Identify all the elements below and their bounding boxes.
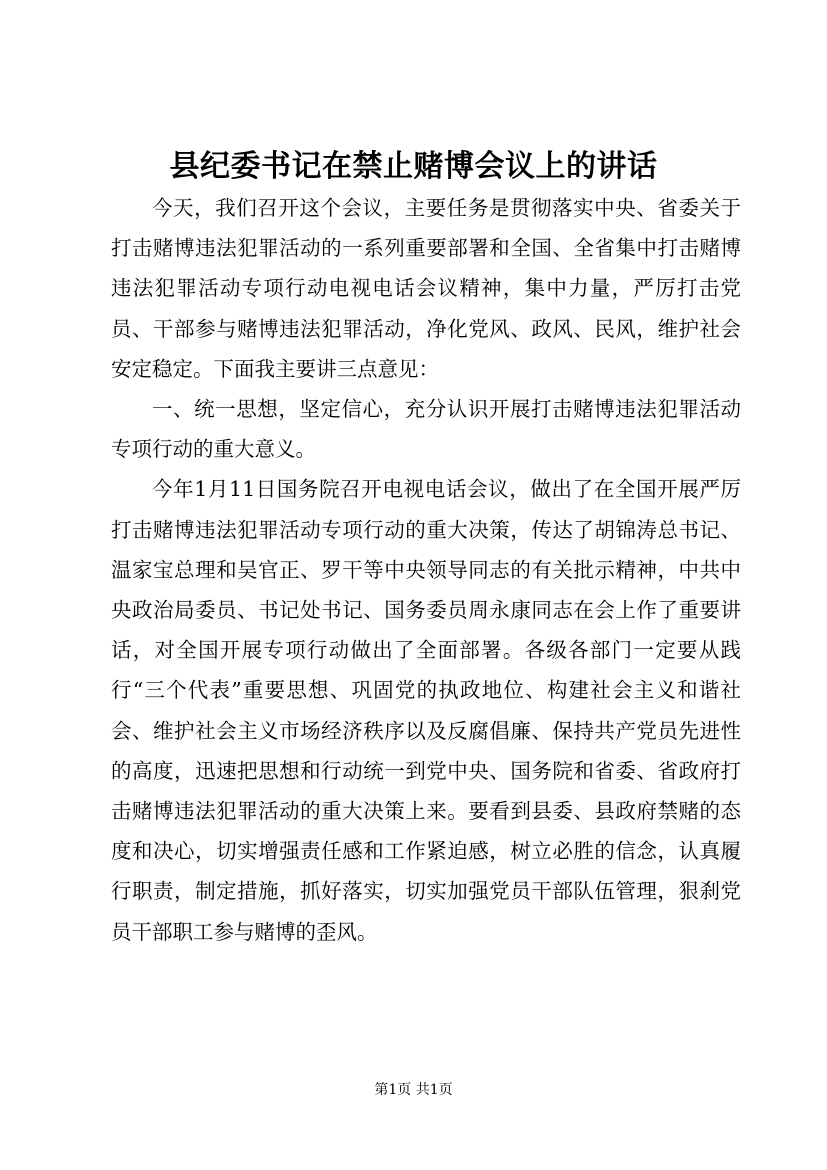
paragraph-intro: 今天，我们召开这个会议，主要任务是贯彻落实中央、省委关于打击赌博违法犯罪活动的一系列重要部署和全国、全省集中打击赌博违法犯罪活动专项行动电视电话会议精神，集中力量，严厉打击党员、干部参与赌博违法犯罪活动，净化党风、政风、民风，维护社会安定稳定。下面我主要讲三点意见： bbox=[111, 196, 741, 381]
page-footer: 第1页 共1页 bbox=[374, 1082, 453, 1098]
document-title: 县纪委书记在禁止赌博会议上的讲话 bbox=[169, 149, 658, 184]
document-body bbox=[111, 188, 741, 952]
paragraph-section-heading: 一、统一思想，坚定信心，充分认识开展打击赌博违法犯罪活动专项行动的重大意义。 bbox=[111, 397, 741, 462]
paragraph-main: 今年1月11日国务院召开电视电话会议，做出了在全国开展严厉打击赌博违法犯罪活动专项行动的重大决策，传达了胡锦涛总书记、温家宝总理和吴官正、罗干等中央领导同志的有关批示精神，中共中央政治局委员、书记处书记、国务委员周永康同志在会上作了重要讲话，对全国开展专项行动做出了全面部署。各级各部门一定要从践行“三个代表”重要思想、巩固党的执政地位、构建社会主义和谐社会、维护社会主义市场经济秩序以及反腐倡廉、保持共产党员先进性的高度，迅速把思想和行动统一到党中央、国务院和省委、省政府打击赌博违法犯罪活动的重大决策上来。要看到县委、县政府禁赌的态度和决心，切实增强责任感和工作紧迫感，树立必胜的信念，认真履行职责，制定措施，抓好落实，切实加强党员干部队伍管理，狠刹党员干部职工参与赌博的歪风。 bbox=[111, 477, 741, 944]
